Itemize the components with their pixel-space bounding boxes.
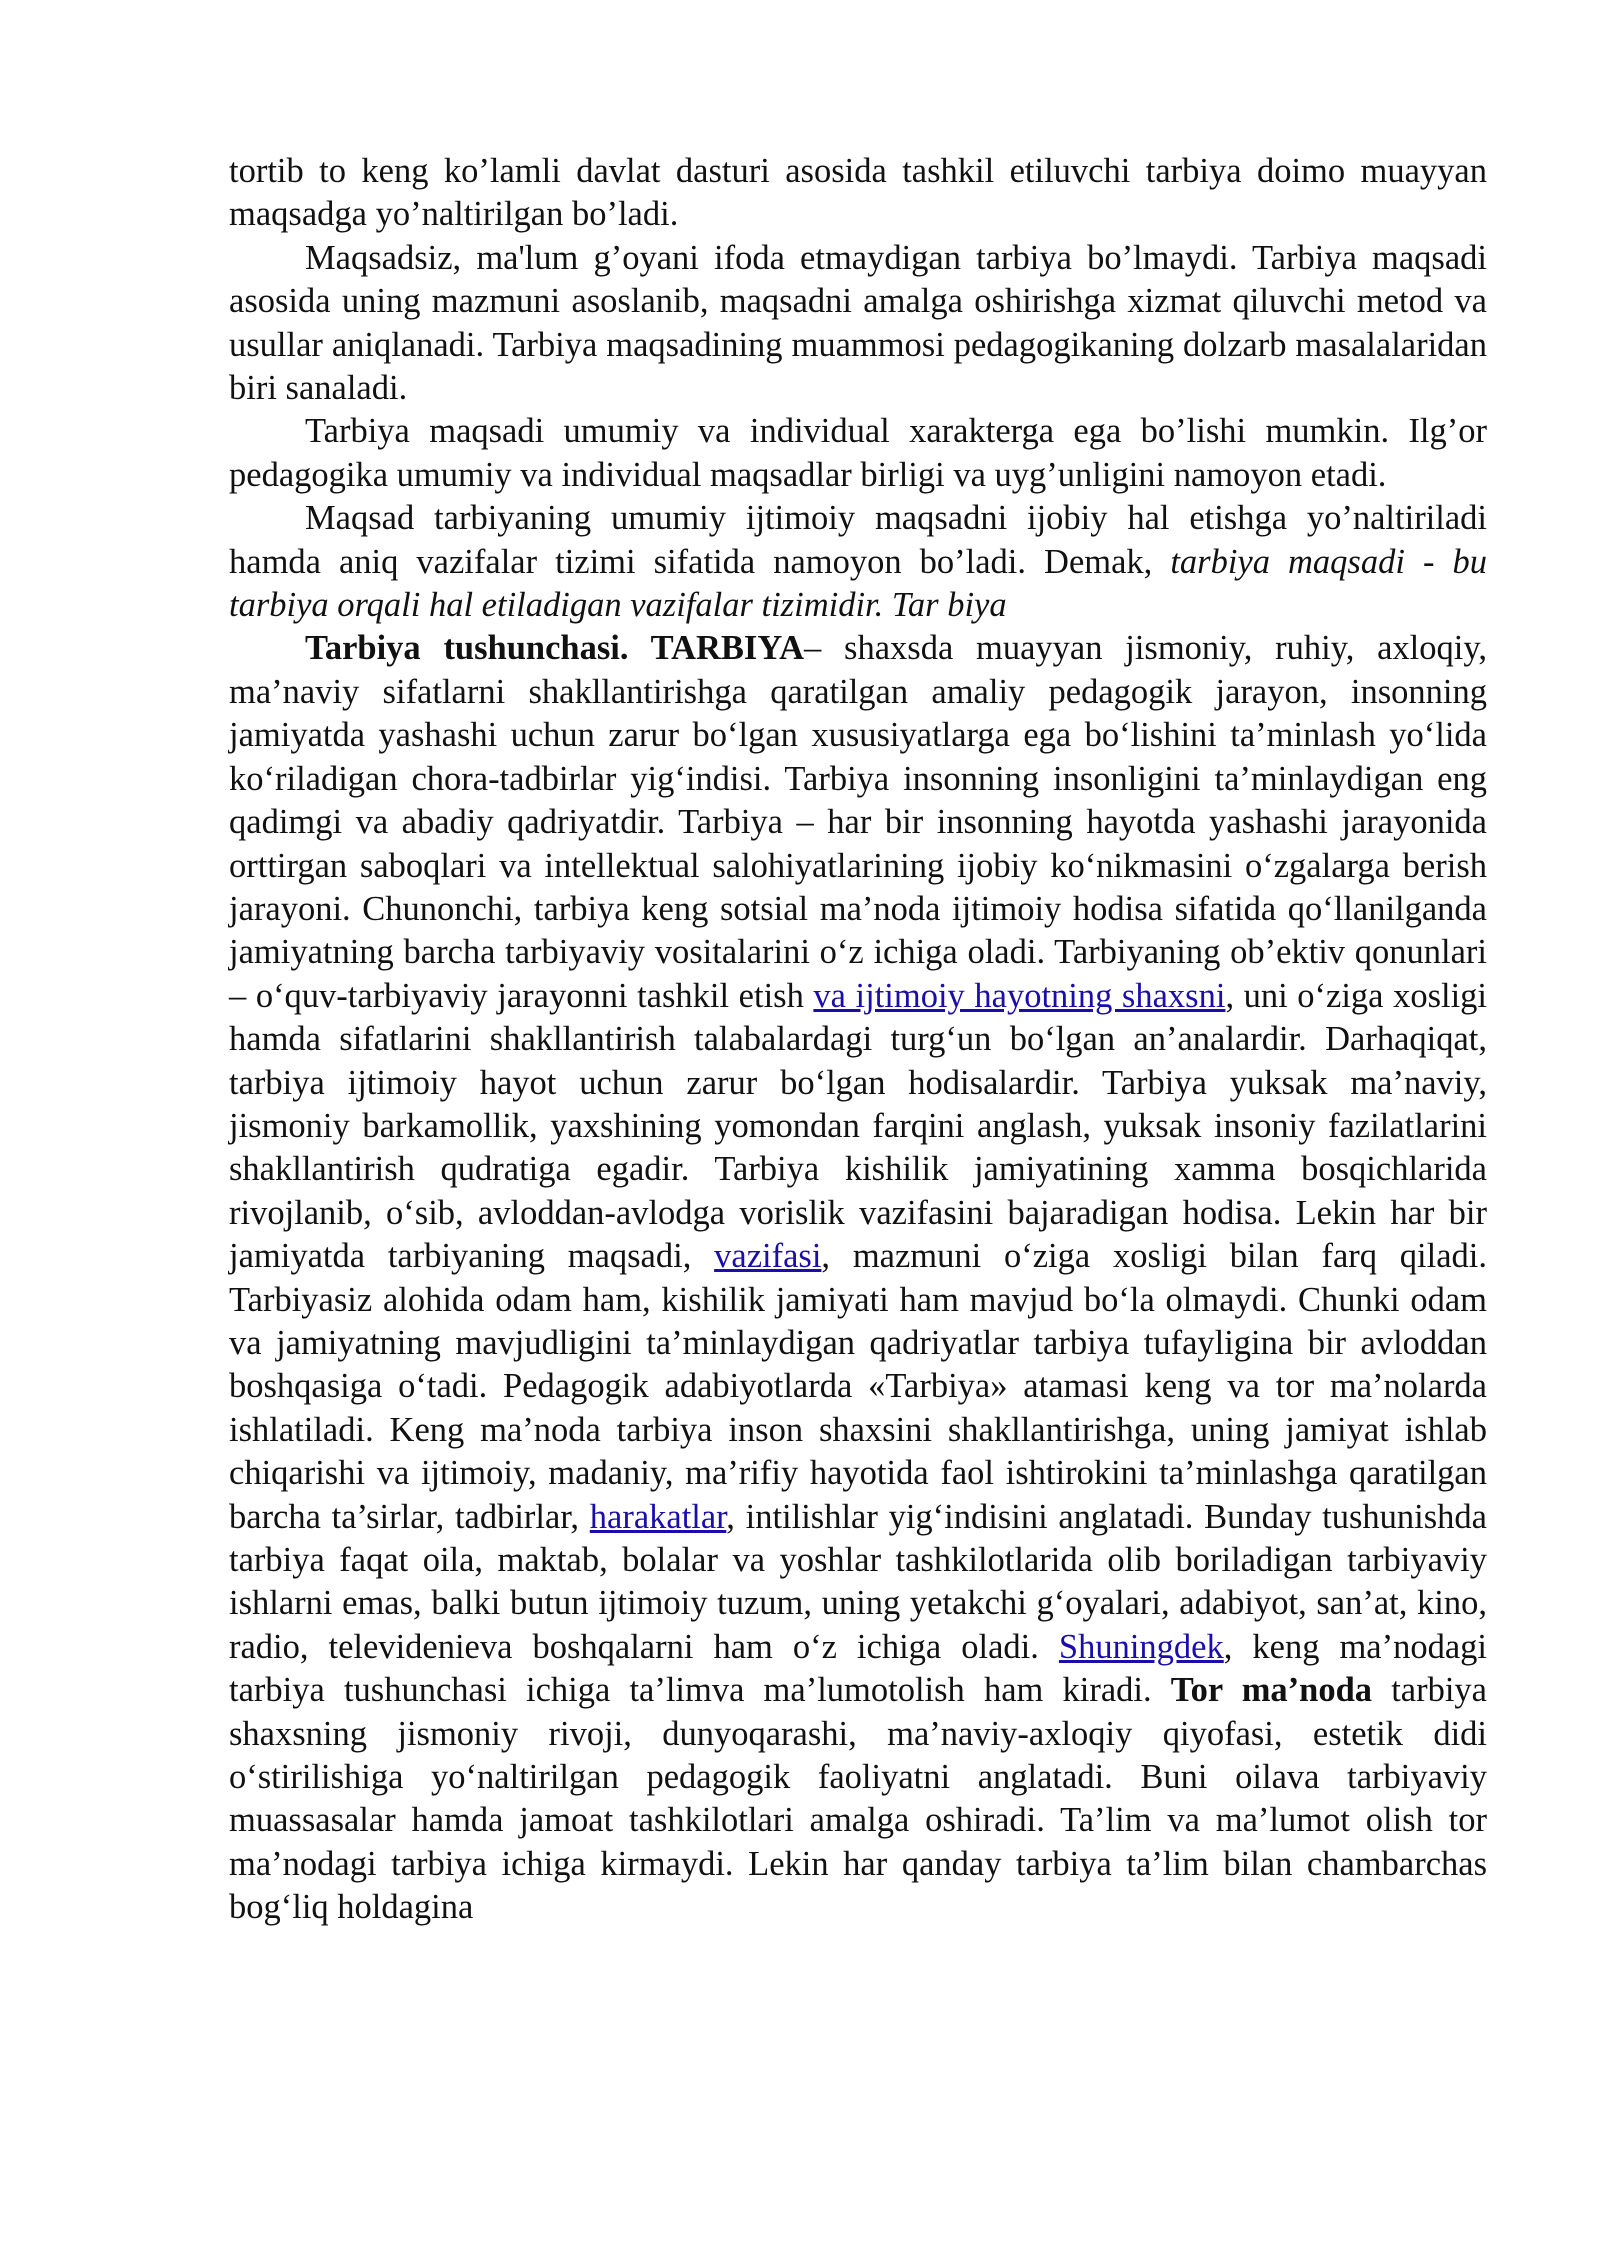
paragraph-4 xyxy=(229,497,1487,627)
paragraph-4-text: Maqsad tarbiyaning umumiy ijtimoiy maqsadni ijobiy hal etishga yo’naltiriladi hamda aniq vazifalar tizimi sifatida namoyon bo’ladi. Demak, xyxy=(229,499,1487,581)
paragraph-1: tortib to keng ko’lamli davlat dasturi asosida tashkil etiluvchi tarbiya doimo muayyan maqsadga yo’naltirilgan bo’ladi. xyxy=(229,152,1487,234)
paragraph-5-text-d: , intilishlar yig‘indisini anglatadi. Bunday tushunishda tarbiya faqat oila, maktab, bolalar va yoshlar tashkilotlarida olib boriladigan tarbiyaviy ishlarni emas, balki butun ijtimoiy tuzum, uning yetakchi g‘oyalari, adabiyot, san’at, kino, radio, televidenieva boshqalarni ham o‘z ichiga oladi. xyxy=(229,1497,1487,1666)
paragraph-5-text-c: , mazmuni o‘ziga xosligi bilan farq qiladi. Tarbiyasiz alohida odam ham, kishilik jamiyati ham mavjud bo‘la olmaydi. Chunki odam va jamiyatning mavjudligini ta’minlaydigan qadriyatlar tarbiya tufayligina bir avloddan boshqasiga o‘tadi. Pedagogik adabiyotlarda «Tarbiya» atamasi keng va tor ma’nolarda ishlatiladi. Keng ma’noda tarbiya inson shaxsini shakllantirishga, uning jamiyat ishlab chiqarishi va ijtimoiy, madaniy, ma’rifiy hayotida faol ishtirokini ta’minlashga qaratilgan barcha ta’sirlar, tadbirlar, xyxy=(229,1237,1487,1536)
link-harakatlar[interactable]: harakatlar xyxy=(589,1497,727,1536)
link-shuningdek[interactable]: Shuningdek xyxy=(1058,1627,1224,1666)
link-ijtimoiy-hayot[interactable]: va ijtimoiy hayotning shaxsni xyxy=(813,976,1226,1015)
paragraph-5-text-a: – shaxsda muayyan jismoniy, ruhiy, axloqiy, ma’naviy sifatlarni shakllantirishga qaratilgan amaliy pedagogik jarayon, insonning jamiyatda yashashi uchun zarur bo‘lgan xususiyatlarga ega bo‘lishini ta’minlash yo‘lida ko‘riladigan chora-tadbirlar yig‘indisi. Tarbiya insonning insonligini ta’minlaydigan eng qadimgi va abadiy qadriyatdir. Tarbiya – har bir insonning hayotda yashashi jarayonida orttirgan saboqlari va intellektual salohiyatlarining ijobiy ko‘nikmasini o‘zgalarga berish jarayoni. Chunonchi, tarbiya keng sotsial ma’noda ijtimoiy hodisa sifatida qo‘llanilganda jamiyatning barcha tarbiyaviy vositalarini o‘z ichiga oladi. Tarbiyaning ob’ektiv qonunlari – o‘quv-tarbiyaviy jarayonni tashkil etish xyxy=(229,629,1487,1015)
paragraph-5 xyxy=(229,627,1487,1929)
term-tor-manoda: Tor ma’noda xyxy=(1170,1671,1373,1710)
paragraph-5-text-f: tarbiya shaxsning jismoniy rivoji, dunyoqarashi, ma’naviy-axloqiy qiyofasi, estetik didi o‘stirilishiga yo‘naltirilgan pedagogik faoliyatni anglatadi. Buni oilava tarbiyaviy muassasalar hamda jamoat tashkilotlari amalga oshiradi. Ta’lim va ma’lumot olish tor ma’nodagi tarbiya ichiga kirmaydi. Lekin har qanday tarbiya ta’lim bilan chambarchas bog‘liq holdagina xyxy=(229,1671,1487,1927)
paragraph-4-definition: tarbiya maqsadi - bu tarbiya orqali hal etiladigan vazifalar tizimidir. Tar biya xyxy=(229,542,1487,625)
paragraph-3: Tarbiya maqsadi umumiy va individual xarakterga ega bo’lishi mumkin. Ilg’or pedagogika umumiy va individual maqsadlar birligi va uyg’unligini namoyon etadi. xyxy=(229,412,1487,494)
paragraph-5-text-e: , keng ma’nodagi tarbiya tushunchasi ichiga ta’limva ma’lumotolish ham kiradi. xyxy=(229,1627,1487,1710)
section-heading-tarbiya: Tarbiya tushunchasi. TARBIYA xyxy=(305,629,805,668)
document-page xyxy=(229,150,1487,1930)
paragraph-2: Maqsadsiz, ma'lum g’oyani ifoda etmaydigan tarbiya bo’lmaydi. Tarbiya maqsadi asosida uning mazmuni asoslanib, maqsadni amalga oshirishga xizmat qiluvchi metod va usullar aniqlanadi. Tarbiya maqsadining muammosi pedagogikaning dolzarb masalalaridan biri sanaladi. xyxy=(229,238,1487,408)
paragraph-5-text-b: , uni o‘ziga xosligi hamda sifatlarini shakllantirish talabalardagi turg‘un bo‘lgan an’analardir. Darhaqiqat, tarbiya ijtimoiy hayot uchun zarur bo‘lgan hodisalardir. Tarbiya yuksak ma’naviy, jismoniy barkamollik, yaxshining yomondan farqini anglash, yuksak insoniy fazilatlarini shakllantirish qudratiga egadir. Tarbiya kishilik jamiyatining xamma bosqichlarida rivojlanib, o‘sib, avloddan-avlodga vorislik vazifasini bajaradigan hodisa. Lekin har bir jamiyatda tarbiyaning maqsadi, xyxy=(229,976,1487,1276)
link-vazifasi[interactable]: vazifasi xyxy=(714,1237,822,1276)
